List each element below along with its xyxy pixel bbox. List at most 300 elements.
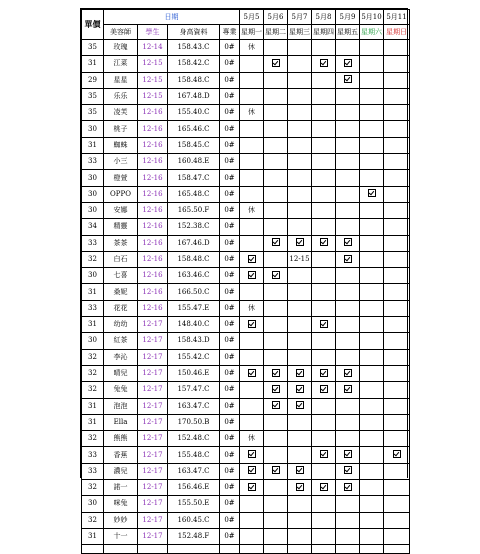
row-grade: 12-17 <box>138 333 168 349</box>
day-cell <box>384 496 410 512</box>
table-row <box>82 105 410 121</box>
checkbox-checked-icon <box>296 385 304 393</box>
row-name: 紅茶 <box>104 333 138 349</box>
row-grade: 12-15 <box>138 88 168 104</box>
day-cell <box>336 121 360 137</box>
header-stage: 學生 <box>138 25 168 40</box>
row-note: 0# <box>220 512 240 528</box>
day-cell-checked <box>312 365 336 381</box>
row-note: 0# <box>220 137 240 153</box>
day-cell <box>288 431 312 447</box>
day-cell <box>360 496 384 512</box>
table-row <box>82 365 410 381</box>
day-cell <box>384 40 410 56</box>
table-row <box>82 235 410 251</box>
row-spec: 158.42.C <box>168 56 220 72</box>
table-row <box>82 333 410 349</box>
empty-cell <box>104 545 138 554</box>
day-cell <box>264 349 288 365</box>
day-cell <box>240 284 264 300</box>
day-cell-checked <box>264 382 288 398</box>
row-note: 0# <box>220 496 240 512</box>
day-cell-checked <box>312 317 336 333</box>
day-cell-checked <box>312 235 336 251</box>
row-spec: 170.50.B <box>168 414 220 430</box>
day-cell <box>312 398 336 414</box>
day-cell <box>384 121 410 137</box>
table-row <box>82 496 410 512</box>
day-cell <box>336 349 360 365</box>
day-cell <box>336 154 360 170</box>
table-row <box>82 72 410 88</box>
day-cell-checked <box>384 447 410 463</box>
header-date-6: 5月11 <box>384 10 410 25</box>
checkbox-checked-icon <box>368 189 376 197</box>
day-cell <box>360 317 384 333</box>
day-cell <box>312 284 336 300</box>
day-cell <box>360 235 384 251</box>
day-cell <box>240 121 264 137</box>
header-weekday-0: 星期一 <box>240 25 264 40</box>
day-cell <box>360 219 384 235</box>
day-cell: 休 <box>240 431 264 447</box>
day-cell <box>288 447 312 463</box>
day-cell <box>336 268 360 284</box>
row-grade: 12-17 <box>138 317 168 333</box>
row-note: 0# <box>220 56 240 72</box>
day-cell <box>288 333 312 349</box>
day-cell <box>336 414 360 430</box>
row-weight: 32 <box>82 382 104 398</box>
row-note: 0# <box>220 186 240 202</box>
table-row <box>82 284 410 300</box>
day-cell <box>360 284 384 300</box>
table-row <box>82 431 410 447</box>
day-cell <box>360 480 384 496</box>
day-cell <box>384 137 410 153</box>
header-weekday-5: 星期六 <box>360 25 384 40</box>
day-cell <box>288 154 312 170</box>
day-cell <box>240 137 264 153</box>
checkbox-checked-icon <box>320 385 328 393</box>
day-cell <box>384 480 410 496</box>
row-weight: 31 <box>82 398 104 414</box>
day-cell <box>384 170 410 186</box>
row-note: 0# <box>220 365 240 381</box>
row-grade: 12-16 <box>138 235 168 251</box>
checkbox-checked-icon <box>320 238 328 246</box>
day-cell-checked <box>240 317 264 333</box>
day-cell <box>264 72 288 88</box>
row-spec: 155.40.C <box>168 105 220 121</box>
checkbox-checked-icon <box>272 238 280 246</box>
day-cell <box>312 137 336 153</box>
checkbox-checked-icon <box>344 59 352 67</box>
day-cell <box>288 300 312 316</box>
day-cell <box>240 512 264 528</box>
row-note: 0# <box>220 333 240 349</box>
day-cell <box>240 414 264 430</box>
day-cell <box>336 186 360 202</box>
day-cell <box>240 72 264 88</box>
day-cell <box>360 121 384 137</box>
row-weight: 33 <box>82 447 104 463</box>
day-cell <box>240 235 264 251</box>
day-cell-checked <box>336 56 360 72</box>
row-grade: 12-17 <box>138 480 168 496</box>
day-cell <box>312 463 336 479</box>
day-cell <box>288 137 312 153</box>
day-cell <box>336 300 360 316</box>
day-cell <box>312 496 336 512</box>
table-row <box>82 528 410 544</box>
row-spec: 158.43.C <box>168 40 220 56</box>
day-cell <box>336 528 360 544</box>
row-note: 0# <box>220 121 240 137</box>
day-cell <box>360 528 384 544</box>
day-cell <box>264 88 288 104</box>
header-weekday-2: 星期三 <box>288 25 312 40</box>
day-cell <box>240 170 264 186</box>
day-cell <box>336 105 360 121</box>
row-weight: 31 <box>82 56 104 72</box>
header-weekday-1: 星期二 <box>264 25 288 40</box>
row-weight: 33 <box>82 463 104 479</box>
row-grade: 12-17 <box>138 414 168 430</box>
day-cell <box>384 186 410 202</box>
day-cell <box>240 398 264 414</box>
row-name: 諾一 <box>104 480 138 496</box>
day-cell <box>264 317 288 333</box>
day-cell <box>288 349 312 365</box>
row-note: 0# <box>220 154 240 170</box>
row-spec: 166.50.C <box>168 284 220 300</box>
day-cell <box>264 496 288 512</box>
row-grade: 12-16 <box>138 251 168 267</box>
table-row-empty <box>82 545 410 554</box>
table-row <box>82 202 410 218</box>
row-grade: 12-16 <box>138 121 168 137</box>
day-cell-checked <box>336 72 360 88</box>
day-cell <box>288 496 312 512</box>
day-cell <box>360 72 384 88</box>
checkbox-checked-icon <box>272 271 280 279</box>
day-cell <box>288 268 312 284</box>
checkbox-checked-icon <box>296 238 304 246</box>
day-cell <box>384 365 410 381</box>
row-note: 0# <box>220 528 240 544</box>
row-name: OPPO <box>104 186 138 202</box>
checkbox-checked-icon <box>320 320 328 328</box>
day-cell <box>360 300 384 316</box>
row-grade: 12-15 <box>138 72 168 88</box>
checkbox-checked-icon <box>344 238 352 246</box>
row-spec: 165.46.C <box>168 121 220 137</box>
row-spec: 160.45.C <box>168 512 220 528</box>
checkbox-checked-icon <box>272 369 280 377</box>
day-cell <box>360 382 384 398</box>
checkbox-checked-icon <box>272 59 280 67</box>
day-cell <box>264 431 288 447</box>
row-weight: 31 <box>82 414 104 430</box>
row-name: 咪兔 <box>104 496 138 512</box>
day-cell <box>288 121 312 137</box>
day-cell <box>336 431 360 447</box>
day-cell <box>264 202 288 218</box>
day-cell-checked <box>312 56 336 72</box>
day-cell-checked <box>264 268 288 284</box>
table-row <box>82 398 410 414</box>
row-weight: 31 <box>82 137 104 153</box>
day-cell <box>336 40 360 56</box>
header-date-range: 日期 <box>104 10 240 25</box>
row-note: 0# <box>220 284 240 300</box>
row-note: 0# <box>220 219 240 235</box>
day-cell <box>360 512 384 528</box>
row-weight: 31 <box>82 528 104 544</box>
checkbox-checked-icon <box>344 75 352 83</box>
row-grade: 12-16 <box>138 170 168 186</box>
row-grade: 12-17 <box>138 398 168 414</box>
empty-cell <box>288 545 312 554</box>
row-weight: 32 <box>82 480 104 496</box>
row-name: 江菜 <box>104 56 138 72</box>
day-cell <box>312 121 336 137</box>
day-cell <box>288 40 312 56</box>
day-cell <box>264 121 288 137</box>
row-grade: 12-15 <box>138 56 168 72</box>
day-cell <box>264 447 288 463</box>
header-name: 美容師 <box>104 25 138 40</box>
table-row <box>82 300 410 316</box>
row-weight: 32 <box>82 431 104 447</box>
day-cell-checked <box>240 251 264 267</box>
row-weight: 33 <box>82 235 104 251</box>
row-grade: 12-16 <box>138 137 168 153</box>
day-cell <box>384 349 410 365</box>
day-cell-checked <box>264 56 288 72</box>
checkbox-checked-icon <box>296 369 304 377</box>
day-cell <box>240 219 264 235</box>
day-cell <box>312 333 336 349</box>
day-cell <box>312 72 336 88</box>
day-cell <box>240 528 264 544</box>
day-cell <box>384 56 410 72</box>
day-cell <box>384 284 410 300</box>
row-note: 0# <box>220 317 240 333</box>
day-cell <box>384 512 410 528</box>
day-cell-checked <box>240 365 264 381</box>
row-spec: 158.45.C <box>168 137 220 153</box>
header-date-5: 5月10 <box>360 10 384 25</box>
table-row <box>82 512 410 528</box>
row-note: 0# <box>220 414 240 430</box>
day-cell-checked <box>336 447 360 463</box>
row-weight: 35 <box>82 88 104 104</box>
empty-cell <box>138 545 168 554</box>
row-spec: 163.47.C <box>168 398 220 414</box>
day-cell <box>384 431 410 447</box>
header-date-3: 5月8 <box>312 10 336 25</box>
empty-cell <box>384 545 410 554</box>
schedule-table <box>81 9 410 554</box>
row-note: 0# <box>220 268 240 284</box>
day-cell <box>384 382 410 398</box>
header-spec: 身高資料 <box>168 25 220 40</box>
day-cell <box>312 105 336 121</box>
row-name: 桑妮 <box>104 284 138 300</box>
day-cell <box>264 154 288 170</box>
day-cell-checked <box>336 463 360 479</box>
row-note: 0# <box>220 72 240 88</box>
day-cell <box>288 72 312 88</box>
day-cell <box>312 512 336 528</box>
row-weight: 33 <box>82 154 104 170</box>
row-weight: 34 <box>82 219 104 235</box>
day-cell-checked <box>240 268 264 284</box>
row-name: 七喜 <box>104 268 138 284</box>
row-name: 泡泡 <box>104 398 138 414</box>
row-name: 小三 <box>104 154 138 170</box>
day-cell <box>360 251 384 267</box>
day-cell <box>240 382 264 398</box>
day-cell-checked <box>264 365 288 381</box>
day-cell <box>264 251 288 267</box>
row-note: 0# <box>220 349 240 365</box>
row-name: 李沁 <box>104 349 138 365</box>
row-name: 兔兔 <box>104 382 138 398</box>
row-note: 0# <box>220 170 240 186</box>
day-cell <box>312 186 336 202</box>
day-cell <box>264 40 288 56</box>
day-cell <box>384 414 410 430</box>
row-grade: 12-16 <box>138 300 168 316</box>
table-row <box>82 480 410 496</box>
schedule-sheet <box>80 8 408 541</box>
day-cell <box>360 88 384 104</box>
row-spec: 155.47.E <box>168 300 220 316</box>
row-spec: 165.48.C <box>168 186 220 202</box>
checkbox-checked-icon <box>248 255 256 263</box>
row-spec: 167.46.D <box>168 235 220 251</box>
day-cell <box>240 349 264 365</box>
table-row <box>82 382 410 398</box>
checkbox-checked-icon <box>248 466 256 474</box>
checkbox-checked-icon <box>320 483 328 491</box>
row-name: 茶茶 <box>104 235 138 251</box>
day-cell <box>288 512 312 528</box>
table-row <box>82 121 410 137</box>
checkbox-checked-icon <box>296 483 304 491</box>
table-row <box>82 170 410 186</box>
table-row <box>82 447 410 463</box>
checkbox-checked-icon <box>272 401 280 409</box>
row-grade: 12-16 <box>138 154 168 170</box>
row-spec: 163.46.C <box>168 268 220 284</box>
row-spec: 157.47.C <box>168 382 220 398</box>
table-row <box>82 88 410 104</box>
row-name: 妙妙 <box>104 512 138 528</box>
row-grade: 12-17 <box>138 496 168 512</box>
empty-cell <box>220 545 240 554</box>
row-grade: 12-17 <box>138 528 168 544</box>
day-cell <box>288 284 312 300</box>
row-grade: 12-17 <box>138 349 168 365</box>
row-spec: 148.40.C <box>168 317 220 333</box>
row-note: 0# <box>220 431 240 447</box>
header-weekday-6: 星期日 <box>384 25 410 40</box>
row-grade: 12-14 <box>138 40 168 56</box>
day-cell <box>288 88 312 104</box>
row-weight: 30 <box>82 170 104 186</box>
day-cell-checked <box>312 480 336 496</box>
row-name: 橙萱 <box>104 170 138 186</box>
day-cell <box>336 496 360 512</box>
empty-cell <box>336 545 360 554</box>
header-date-2: 5月7 <box>288 10 312 25</box>
day-cell <box>360 349 384 365</box>
day-cell <box>240 154 264 170</box>
table-row <box>82 154 410 170</box>
empty-cell <box>264 545 288 554</box>
checkbox-checked-icon <box>248 320 256 328</box>
day-cell <box>312 88 336 104</box>
day-cell <box>384 463 410 479</box>
row-name: 濃兒 <box>104 463 138 479</box>
checkbox-checked-icon <box>320 59 328 67</box>
table-row <box>82 463 410 479</box>
row-name: 晴兒 <box>104 365 138 381</box>
row-name: Ella <box>104 414 138 430</box>
row-weight: 29 <box>82 72 104 88</box>
row-grade: 12-17 <box>138 431 168 447</box>
day-cell-checked <box>288 382 312 398</box>
header-weekday-3: 星期四 <box>312 25 336 40</box>
day-cell: 休 <box>240 202 264 218</box>
empty-cell <box>240 545 264 554</box>
day-cell <box>312 219 336 235</box>
row-spec: 165.50.F <box>168 202 220 218</box>
row-spec: 160.48.E <box>168 154 220 170</box>
row-weight: 30 <box>82 186 104 202</box>
day-cell <box>360 170 384 186</box>
day-cell-checked <box>288 480 312 496</box>
row-grade: 12-16 <box>138 219 168 235</box>
checkbox-checked-icon <box>344 483 352 491</box>
row-spec: 158.47.C <box>168 170 220 186</box>
row-spec: 155.42.C <box>168 349 220 365</box>
row-name: 花花 <box>104 300 138 316</box>
empty-cell <box>82 545 104 554</box>
day-cell-checked <box>288 235 312 251</box>
day-cell-checked <box>240 447 264 463</box>
day-cell <box>312 349 336 365</box>
row-spec: 152.48.F <box>168 528 220 544</box>
table-row <box>82 317 410 333</box>
day-cell <box>336 137 360 153</box>
row-name: 精靈 <box>104 219 138 235</box>
day-cell <box>288 219 312 235</box>
row-note: 0# <box>220 382 240 398</box>
empty-cell <box>360 545 384 554</box>
day-cell <box>264 105 288 121</box>
row-grade: 12-17 <box>138 382 168 398</box>
row-name: 玫瑰 <box>104 40 138 56</box>
day-cell-checked <box>360 186 384 202</box>
table-row <box>82 137 410 153</box>
day-cell <box>384 251 410 267</box>
day-cell <box>360 137 384 153</box>
